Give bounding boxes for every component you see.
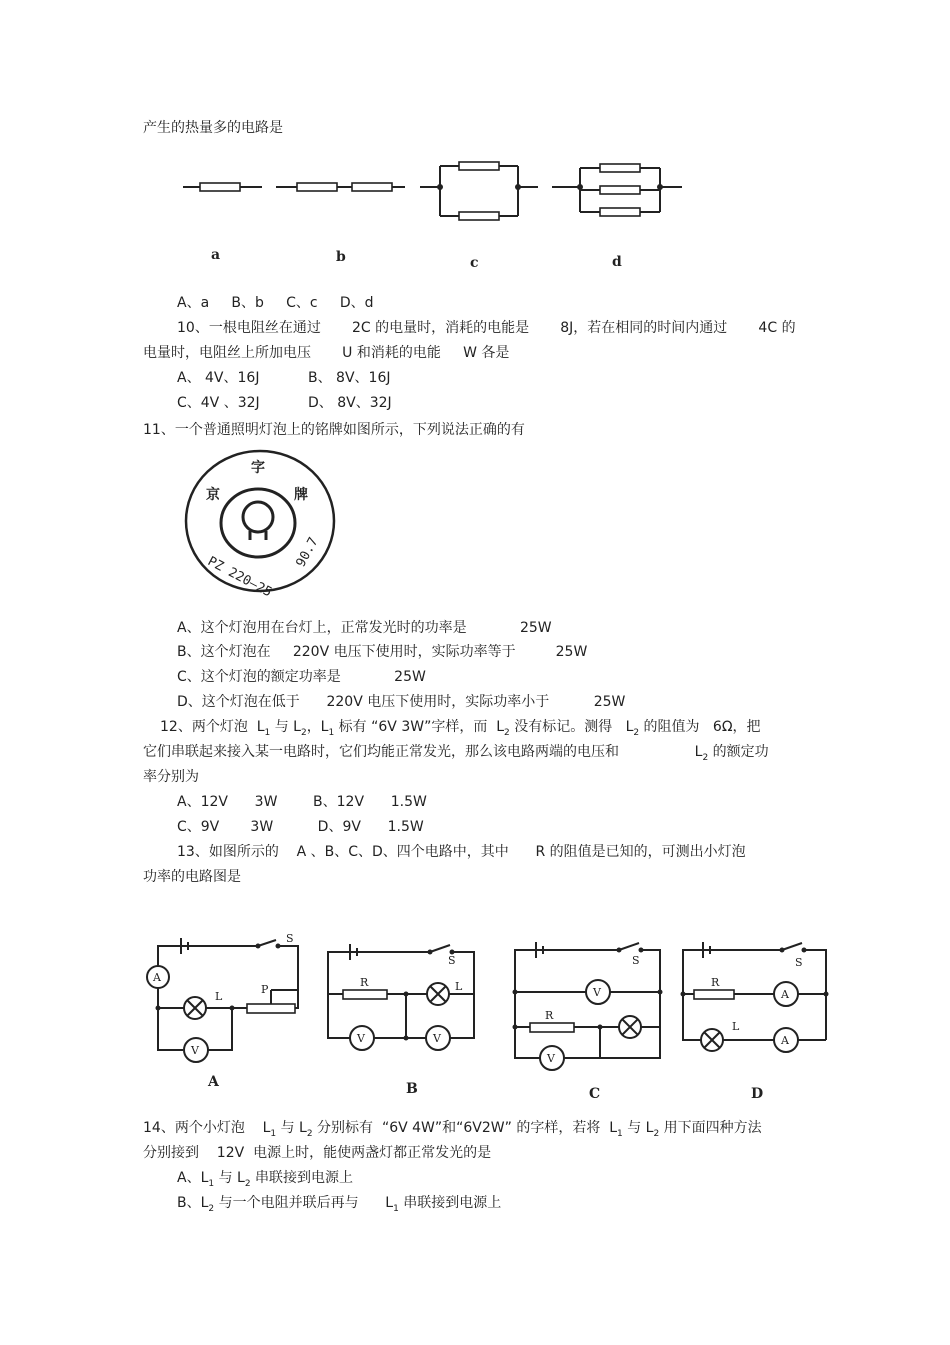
- q12-line2: 它们串联起来接入某一电路时，它们均能正常发光，那么该电路两端的电压和 $L_2$ 的额定功: [143, 744, 769, 763]
- svg-text:A: A: [781, 988, 789, 1001]
- q12-options-ab: A、12V 3W B、12V 1.5W: [177, 794, 427, 810]
- circuit-a: [147, 932, 298, 1062]
- q14-line1: 14、两个小灯泡 $L_1$ 与 $L_2$ 分别标有 “6V 4W”和“6V2W” 的字样，若将 $L_1$ 与 $L_2$ 用下面四种方法: [143, 1120, 762, 1139]
- circuit-b: [328, 944, 474, 1050]
- lamp-label-a: L: [215, 990, 223, 1003]
- q13-label-d: D: [751, 1086, 764, 1102]
- switch-label-c: S: [632, 954, 640, 967]
- plate-left-char: 京: [206, 487, 220, 503]
- q11-stem: 11、一个普通照明灯泡上的铭牌如图所示，下列说法正确的有: [143, 422, 525, 438]
- q13-label-c: C: [589, 1086, 601, 1102]
- plate-right-char: 牌: [294, 487, 308, 503]
- q14-line2: 分别接到 12V 电源上时，能使两盏灯都正常发光的是: [143, 1145, 492, 1161]
- q10-option-c: C、4V 、32J: [177, 395, 260, 411]
- q13-label-b: B: [406, 1081, 418, 1097]
- q10-line2: 电量时，电阻丝上所加电压 U 和消耗的电能 W 各是: [143, 345, 510, 361]
- circuit-d: [681, 942, 829, 1052]
- rheostat-label-a: P: [261, 983, 269, 996]
- q9-label-c: c: [470, 255, 479, 271]
- lamp-label-b: L: [455, 980, 463, 993]
- svg-text:A: A: [781, 1034, 789, 1047]
- q13-label-a: A: [208, 1074, 219, 1090]
- resistor-label-c: R: [545, 1009, 554, 1022]
- lamp-label-d: L: [732, 1020, 740, 1033]
- lamp-nameplate-figure: [180, 447, 340, 601]
- resistor-label-d: R: [711, 976, 720, 989]
- q9-options: A、a B、b C、c D、d: [177, 295, 374, 311]
- plate-model-text: PZ 220—25: [204, 554, 275, 601]
- q11-option-b: B、这个灯泡在 220V 电压下使用时，实际功率等于 25W: [177, 644, 588, 660]
- svg-text:V: V: [593, 986, 601, 999]
- q10-option-b: B、 8V、16J: [308, 370, 391, 386]
- q9-label-d: d: [612, 254, 622, 270]
- plate-code-text: 90.7: [293, 535, 322, 570]
- switch-label-b: S: [448, 954, 456, 967]
- q10-line1: 10、一根电阻丝在通过 2C 的电量时，消耗的电能是 8J，若在相同的时间内通过 4C 的: [177, 320, 796, 336]
- q13-line2: 功率的电路图是: [143, 869, 241, 885]
- q9-label-a: a: [211, 247, 221, 263]
- svg-text:A: A: [153, 971, 161, 984]
- q11-option-d: D、这个灯泡在低于 220V 电压下使用时，实际功率小于 25W: [177, 694, 626, 710]
- q13-line1: 13、如图所示的 A 、B、C、D、四个电路中，其中 R 的阻值是已知的，可测出小灯泡: [177, 844, 746, 860]
- switch-label-a: S: [286, 932, 294, 945]
- q10-option-a: A、 4V、16J: [177, 370, 260, 386]
- q11-option-a: A、这个灯泡用在台灯上，正常发光时的功率是 25W: [177, 620, 552, 636]
- svg-text:V: V: [547, 1052, 555, 1065]
- q9-circuits-figure: [0, 150, 950, 230]
- q12-options-cd: C、9V 3W D、9V 1.5W: [177, 819, 424, 835]
- q12-line1: 12、两个灯泡 $L_1$ 与 $L_2$，$L_1$ 标有 “6V 3W”字样，而 $L_2$ 没有标记。测得 $L_2$ 的阻值为 6Ω，把: [160, 719, 761, 738]
- svg-text:V: V: [433, 1032, 441, 1045]
- svg-text:V: V: [357, 1032, 365, 1045]
- q9-stem: 产生的热量多的电路是: [143, 120, 283, 136]
- svg-text:V: V: [191, 1044, 199, 1057]
- q12-line3: 率分别为: [143, 769, 199, 785]
- q13-circuits-figure: [0, 930, 950, 1070]
- circuit-c: [513, 942, 663, 1070]
- q11-option-c: C、这个灯泡的额定功率是 25W: [177, 669, 426, 685]
- q14-option-b: B、$L_2$ 与一个电阻并联后再与 $L_1$ 串联接到电源上: [177, 1195, 502, 1214]
- q14-option-a: A、$L_1$ 与 $L_2$ 串联接到电源上: [177, 1170, 354, 1189]
- q9-label-b: b: [336, 249, 346, 265]
- q10-option-d: D、 8V、32J: [308, 395, 392, 411]
- switch-label-d: S: [795, 956, 803, 969]
- resistor-label-b: R: [360, 976, 369, 989]
- plate-top-char: 字: [251, 460, 265, 476]
